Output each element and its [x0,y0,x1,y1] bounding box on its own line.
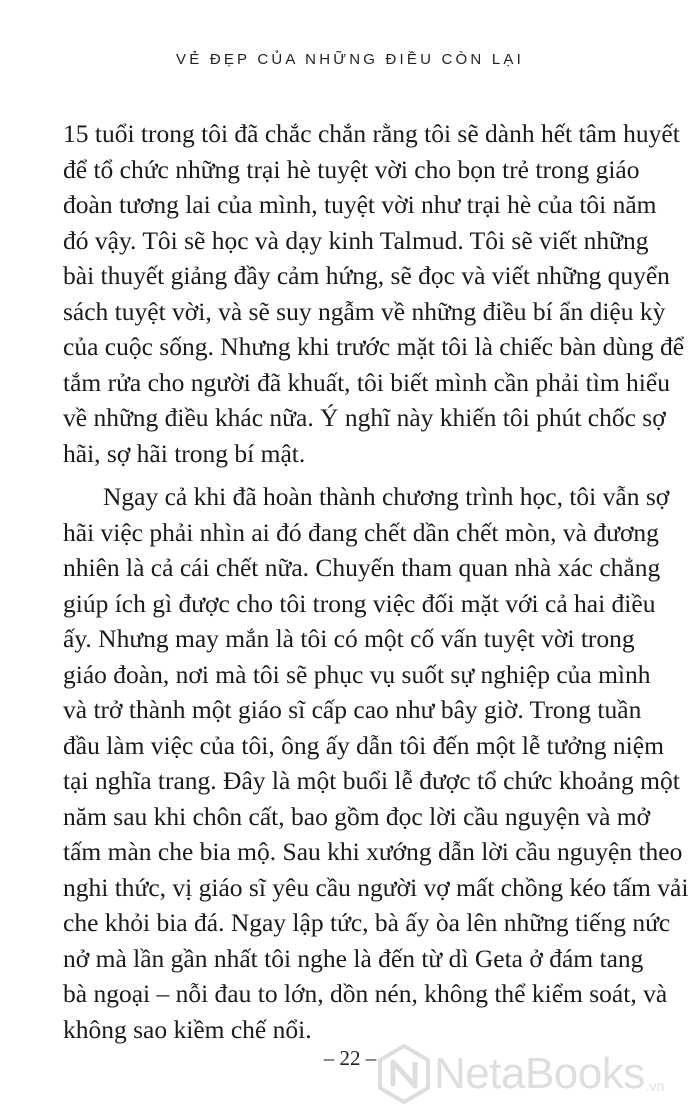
text-line: ấy. Nhưng may mắn là tôi có một cố vấn tuyệt vời trong [63,624,635,653]
text-line: của cuộc sống. Nhưng khi trước mặt tôi là chiếc bàn dùng để [63,332,685,361]
text-line: tắm rửa cho người đã khuất, tôi biết mình cần phải tìm hiểu [63,367,670,397]
text-line: sách tuyệt vời, và sẽ suy ngẫm về những điều bí ẩn diệu kỳ [63,296,666,326]
running-header: VẺ ĐẸP CỦA NHỮNG ĐIỀU CÒN LẠI [176,51,524,68]
text-line: nhiên là cả cái chết nữa. Chuyến tham quan nhà xác chẳng [63,553,661,582]
watermark-suffix: .vn [645,1078,665,1094]
text-line: Ngay cả khi đã hoàn thành chương trình học, tôi vẫn sợ [103,482,670,511]
netabooks-logo-icon [378,1044,430,1104]
text-line: đầu làm việc của tôi, ông ấy dẫn tôi đến một lễ tưởng niệm [63,730,664,760]
paragraph-gap [63,471,635,479]
text-line: về những điều khác nữa. Ý nghĩ này khiến tôi phút chốc sợ [63,403,666,432]
text-line: bà ngoại – nỗi đau to lớn, dồn nén, không thể kiểm soát, và [63,979,668,1008]
text-line: bài thuyết giảng đầy cảm hứng, sẽ đọc và viết những quyển [63,261,670,290]
text-line: năm sau khi chôn cất, bao gồm đọc lời cầu nguyện và mở [63,801,651,831]
text-line: nở mà lần gần nhất tôi nghe là đến từ dì Geta ở đám tang [63,943,644,973]
text-line: 15 tuổi trong tôi đã chắc chắn rằng tôi sẽ dành hết tâm huyết [63,119,680,148]
paragraph-1 [63,116,685,471]
page-number: – 22 – [323,1046,377,1070]
body-text [63,116,689,1047]
text-line: giáo đoàn, nơi mà tôi sẽ phục vụ suốt sự nghiệp của mình [63,659,651,689]
text-line: hãi, sợ hãi trong bí mật. [63,438,306,468]
text-line: tấm màn che bia mộ. Sau khi xướng dẫn lời cầu nguyện theo [63,837,683,866]
watermark-brand: NetaBooks [434,1049,645,1098]
text-line: không sao kiềm chế nổi. [63,1014,312,1044]
text-line: che khỏi bia đá. Ngay lập tức, bà ấy òa lên những tiếng nức [63,908,671,937]
text-line: hãi việc phải nhìn ai đó đang chết dần chết mòn, và đương [63,517,659,547]
text-line: và trở thành một giáo sĩ cấp cao như bây giờ. Trong tuần [63,695,642,724]
watermark [378,1040,698,1108]
text-line: nghi thức, vị giáo sĩ yêu cầu người vợ mất chồng kéo tấm vải [63,872,689,902]
text-line: để tổ chức những trại hè tuyệt vời cho bọn trẻ trong giáo [63,154,640,184]
text-line: tại nghĩa trang. Đây là một buổi lễ được tổ chức khoảng một [63,766,680,795]
paragraph-2 [63,479,689,1047]
text-line: giúp ích gì được cho tôi trong việc đối mặt với cả hai điều [63,588,656,618]
text-line: đó vậy. Tôi sẽ học và dạy kinh Talmud. Tôi sẽ viết những [63,225,649,255]
text-line: đoàn tương lai của mình, tuyệt vời như trại hè của tôi năm [63,190,657,219]
